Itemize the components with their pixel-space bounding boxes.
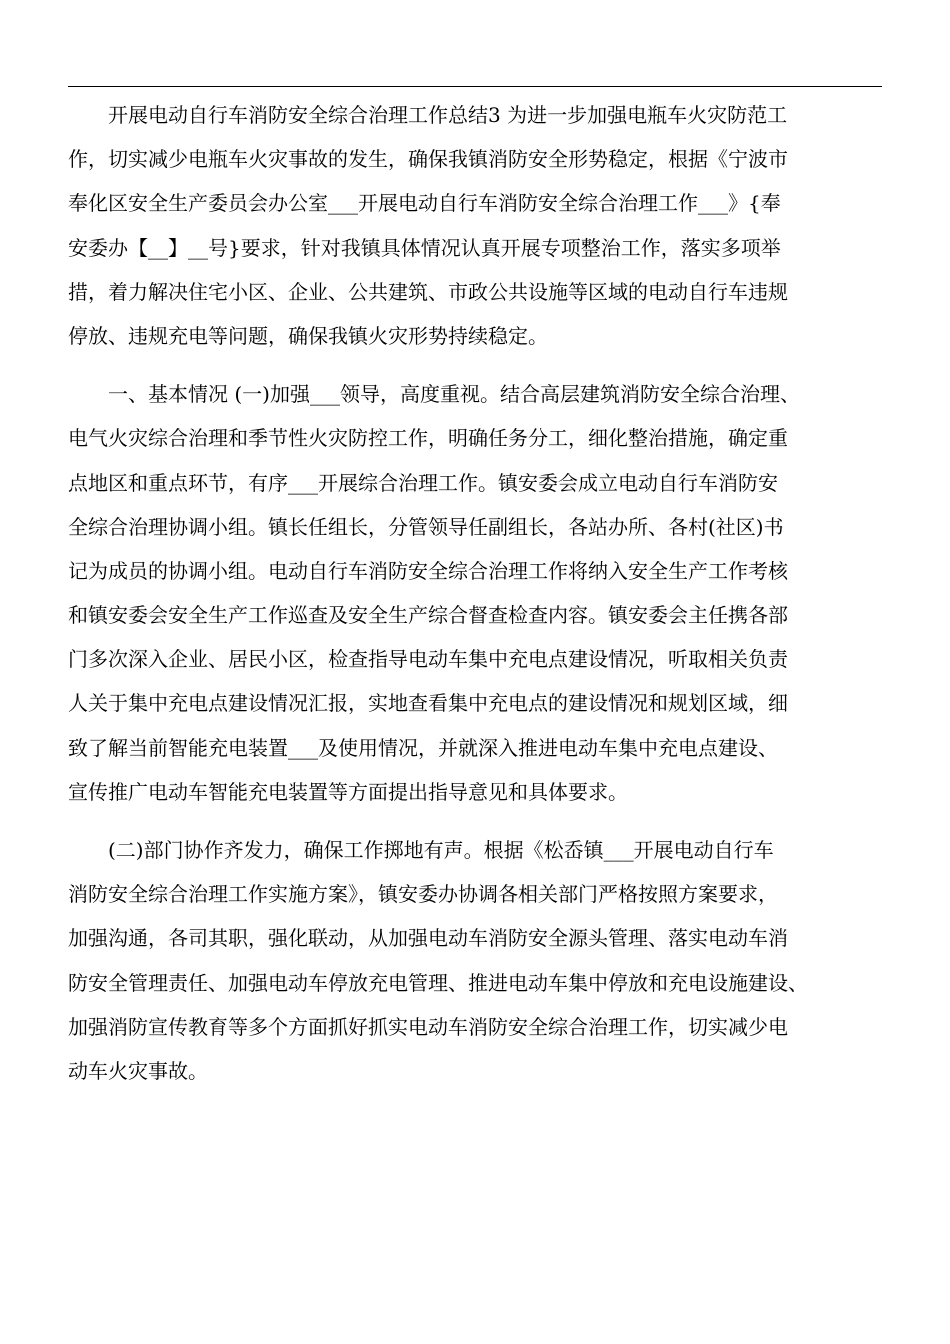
text-line: 停放、违规充电等问题，确保我镇火灾形势持续稳定。 <box>68 323 548 348</box>
paragraph-intro <box>68 93 882 358</box>
paragraph-department-cooperation <box>68 828 882 1093</box>
text-line: 点地区和重点环节，有序___开展综合治理工作。镇安委会成立电动自行车消防安 <box>68 470 778 495</box>
text-line: 和镇安委会安全生产工作巡查及安全生产综合督查检查内容。镇安委会主任携各部 <box>68 603 788 628</box>
text-line: 全综合治理协调小组。镇长任组长，分管领导任副组长，各站办所、各村(社区)书 <box>68 514 784 539</box>
text-line: 安委办【__】__号}要求，针对我镇具体情况认真开展专项整治工作，落实多项举 <box>68 235 781 260</box>
document-body <box>68 93 882 1107</box>
text-line: 电气火灾综合治理和季节性火灾防控工作，明确任务分工，细化整治措施，确定重 <box>68 426 788 451</box>
text-line: 防安全管理责任、加强电动车停放充电管理、推进电动车集中停放和充电设施建设、 <box>68 970 808 995</box>
text-line: 消防安全综合治理工作实施方案》，镇安委办协调各相关部门严格按照方案要求， <box>68 882 778 907</box>
paragraph-basic-situation <box>68 372 882 814</box>
text-line: 加强消防宣传教育等多个方面抓好抓实电动车消防安全综合治理工作，切实减少电 <box>68 1014 788 1039</box>
text-line: 记为成员的协调小组。电动自行车消防安全综合治理工作将纳入安全生产工作考核 <box>68 558 788 583</box>
text-line: 加强沟通，各司其职，强化联动，从加强电动车消防安全源头管理、落实电动车消 <box>68 926 788 951</box>
text-line: 措，着力解决住宅小区、企业、公共建筑、市政公共设施等区域的电动自行车违规 <box>68 279 788 304</box>
header-rule <box>68 86 882 87</box>
text-line: 门多次深入企业、居民小区，检查指导电动车集中充电点建设情况，听取相关负责 <box>68 647 788 672</box>
text-line: 动车火灾事故。 <box>68 1058 208 1083</box>
text-line: 人关于集中充电点建设情况汇报，实地查看集中充电点的建设情况和规划区域，细 <box>68 691 788 716</box>
text-line: 作，切实减少电瓶车火灾事故的发生，确保我镇消防安全形势稳定，根据《宁波市 <box>68 147 788 172</box>
text-line: 开展电动自行车消防安全综合治理工作总结3 为进一步加强电瓶车火灾防范工 <box>68 103 788 127</box>
text-line: 一、基本情况 (一)加强___领导，高度重视。结合高层建筑消防安全综合治理、 <box>68 382 800 407</box>
text-line: 致了解当前智能充电装置___及使用情况，并就深入推进电动车集中充电点建设、 <box>68 735 778 760</box>
text-line: 奉化区安全生产委员会办公室___开展电动自行车消防安全综合治理工作___》{奉 <box>68 191 781 216</box>
text-line: 宣传推广电动车智能充电装置等方面提出指导意见和具体要求。 <box>68 779 628 804</box>
text-line: (二)部门协作齐发力，确保工作掷地有声。根据《松岙镇___开展电动自行车 <box>68 838 774 862</box>
